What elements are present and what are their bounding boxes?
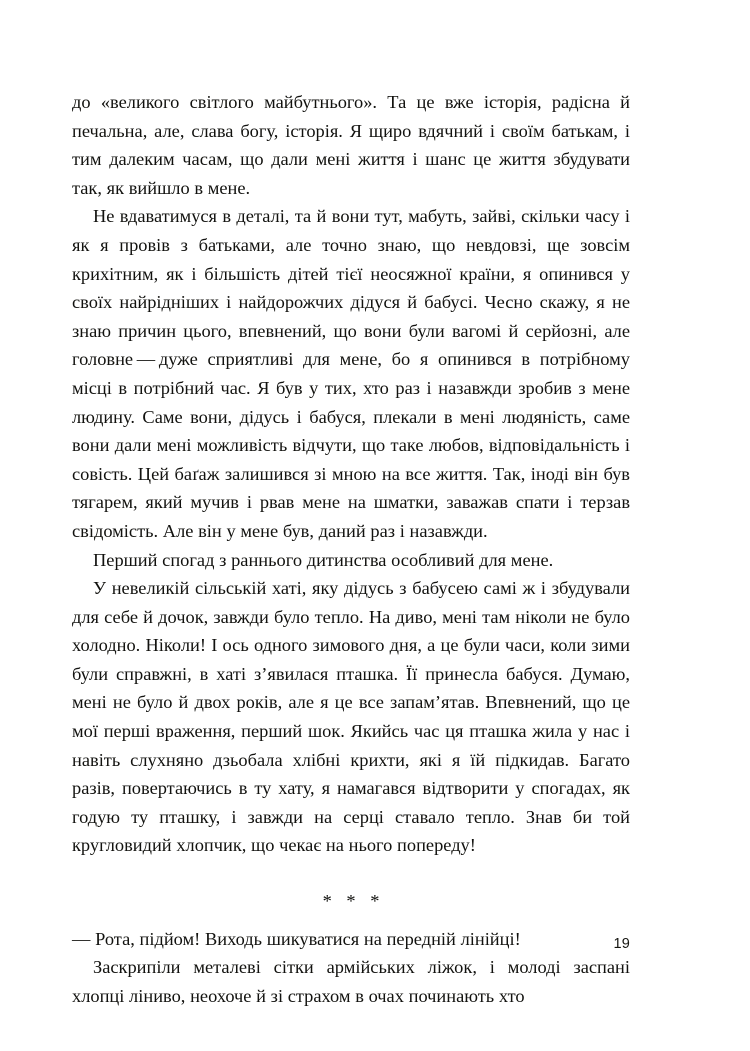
page-number: 19	[613, 936, 630, 952]
paragraph-hut: У невеликій сільській хаті, яку дідусь з бабусею самі ж і збудували для себе й дочок, завжди було тепло. На диво, мені там ніколи не було холодно. Ніколи! І ось одного зимового дня, а це були часи, коли зими були справжні, в хаті з’явилася пташка. Її принесла бабуся. Думаю, мені не було й двох років, але я це все запам’ятав. Впевнений, що це мої перші враження, перший шок. Якийсь час ця пташка жила у нас і навіть слухняно дзьобала хлібні крихти, які я їй підкидав. Багато разів, повертаючись в ту хату, я намагався відтворити у спогадах, як годую ту пташку, і завжди на серці ставало тепло. Знав би той кругловидий хлопчик, що чекає на нього попереду!	[72, 578, 630, 856]
paragraph-barracks: Заскрипіли металеві сітки армійських ліжок, і молоді заспані хлопці ліниво, неохоче й зі страхом в очах починають хто	[72, 957, 630, 1006]
paragraph-continued: до «великого світлого майбутнього». Та це вже історія, радісна й печальна, але, слава богу, історія. Я щиро вдячний і своїм батькам, і тим далеким часам, що дали мені життя і шанс це життя збудувати так, як вийшло в мене.	[72, 92, 630, 198]
paragraph-first-memory: Перший спогад з раннього дитинства особливий для мене.	[93, 549, 554, 570]
scene-break-separator: * * *	[322, 891, 385, 912]
paragraph-dialogue: — Рота, підйом! Виходь шикуватися на передній лінійці!	[72, 928, 521, 949]
text-column	[72, 88, 630, 1010]
paragraph-details: Не вдаватимуся в деталі, та й вони тут, мабуть, зайві, скільки часу і як я провів з батьками, але точно знаю, що невдовзі, ще зовсім крихітним, як і більшість дітей тієї неосяжної країни, я опинився у своїх найрідніших і найдорожчих дідуся й бабусі. Чесно скажу, я не знаю причин цього, впевнений, що вони були вагомі й серйозні, але головне — дуже сприятливі для мене, бо я опинився в потрібному місці в потрібний час. Я був у тих, хто раз і назавжди зробив з мене людину. Саме вони, дідусь і бабуся, плекали в мені людяність, саме вони дали мені можливість відчути, що таке любов, відповідальність і совість. Цей баґаж залишився зі мною на все життя. Так, іноді він був тягарем, який мучив і рвав мене на шматки, заважав спати і терзав свідомість. Але він у мене був, даний раз і назавжди.	[72, 206, 630, 541]
